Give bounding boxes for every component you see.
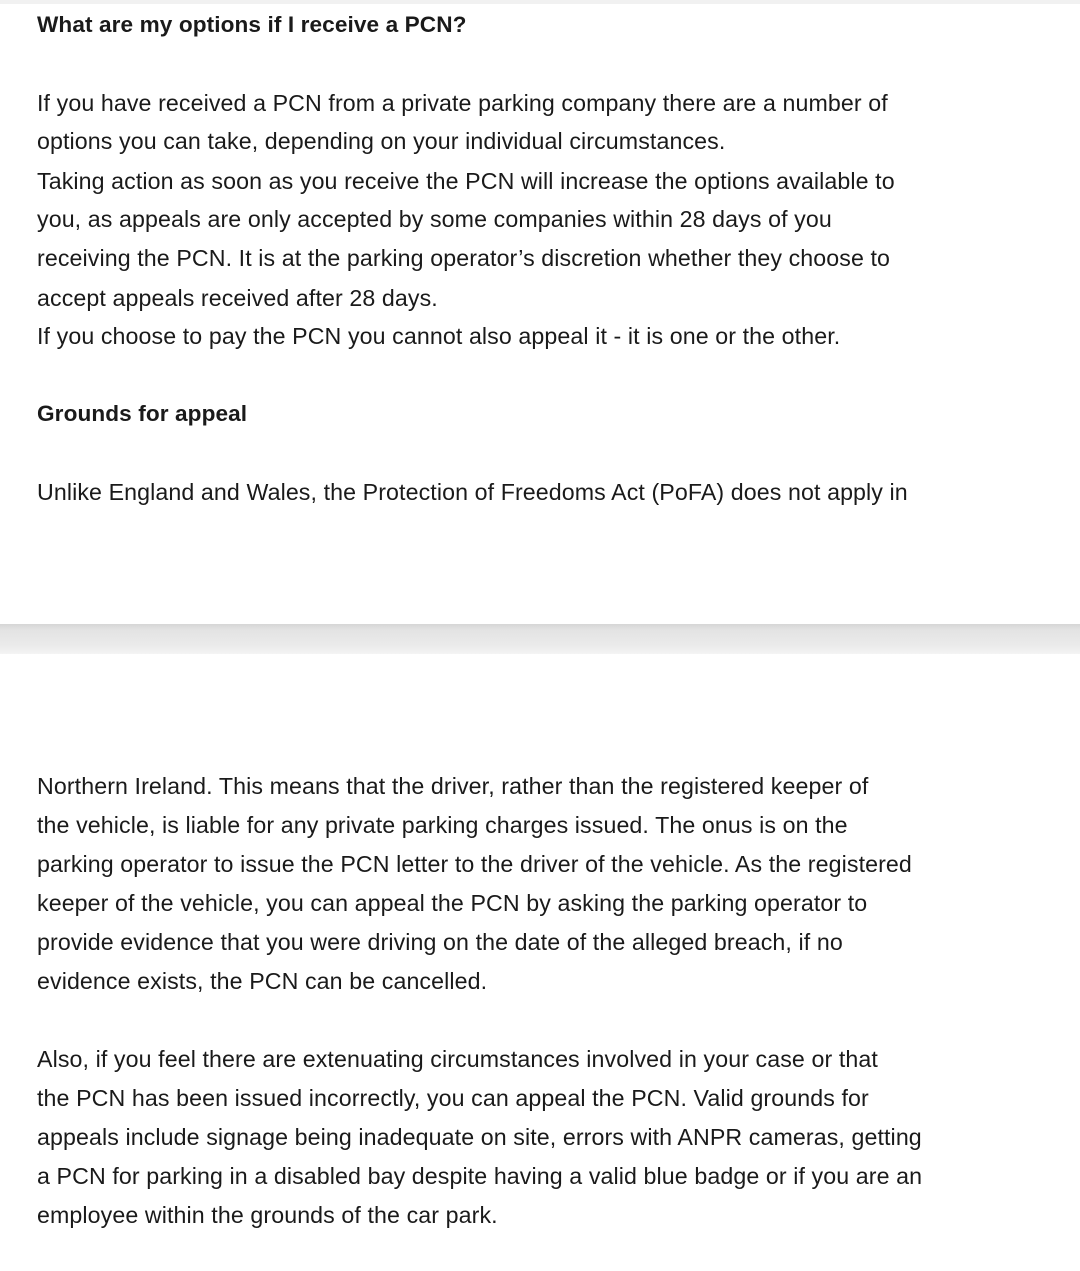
text-line: evidence exists, the PCN can be cancelled. — [37, 968, 488, 994]
text-line: a PCN for parking in a disabled bay despite having a valid blue badge or if you are an — [37, 1163, 923, 1189]
text-line: If you choose to pay the PCN you cannot also appeal it - it is one or the other. — [37, 323, 841, 349]
text-line: If you have received a PCN from a private parking company there are a number of — [37, 90, 888, 116]
page-break-divider — [0, 624, 1080, 654]
document-page-1 — [0, 0, 1080, 624]
section-heading: What are my options if I receive a PCN? — [37, 12, 467, 37]
text-line: accept appeals received after 28 days. — [37, 285, 438, 311]
text-line: employee within the grounds of the car park. — [37, 1202, 498, 1228]
text-line: Unlike England and Wales, the Protection of Freedoms Act (PoFA) does not apply in — [37, 479, 908, 505]
text-line: Taking action as soon as you receive the PCN will increase the options available to — [37, 168, 895, 194]
text-line: receiving the PCN. It is at the parking operator’s discretion whether they choose to — [37, 245, 891, 271]
text-line: appeals include signage being inadequate on site, errors with ANPR cameras, getting — [37, 1124, 922, 1150]
text-line: keeper of the vehicle, you can appeal the PCN by asking the parking operator to — [37, 890, 868, 916]
document-page-2 — [0, 654, 1080, 1271]
text-line: Northern Ireland. This means that the driver, rather than the registered keeper of — [37, 773, 869, 799]
text-line: options you can take, depending on your individual circumstances. — [37, 128, 726, 154]
subheading-grounds-for-appeal: Grounds for appeal — [37, 401, 248, 426]
text-line: parking operator to issue the PCN letter to the driver of the vehicle. As the registered — [37, 851, 912, 877]
text-line: you, as appeals are only accepted by some companies within 28 days of you — [37, 206, 832, 232]
text-line: the vehicle, is liable for any private parking charges issued. The onus is on the — [37, 812, 848, 838]
text-line: provide evidence that you were driving on the date of the alleged breach, if no — [37, 929, 843, 955]
page-top-border — [0, 0, 1080, 4]
text-line: Also, if you feel there are extenuating circumstances involved in your case or that — [37, 1046, 878, 1072]
text-line: the PCN has been issued incorrectly, you can appeal the PCN. Valid grounds for — [37, 1085, 869, 1111]
